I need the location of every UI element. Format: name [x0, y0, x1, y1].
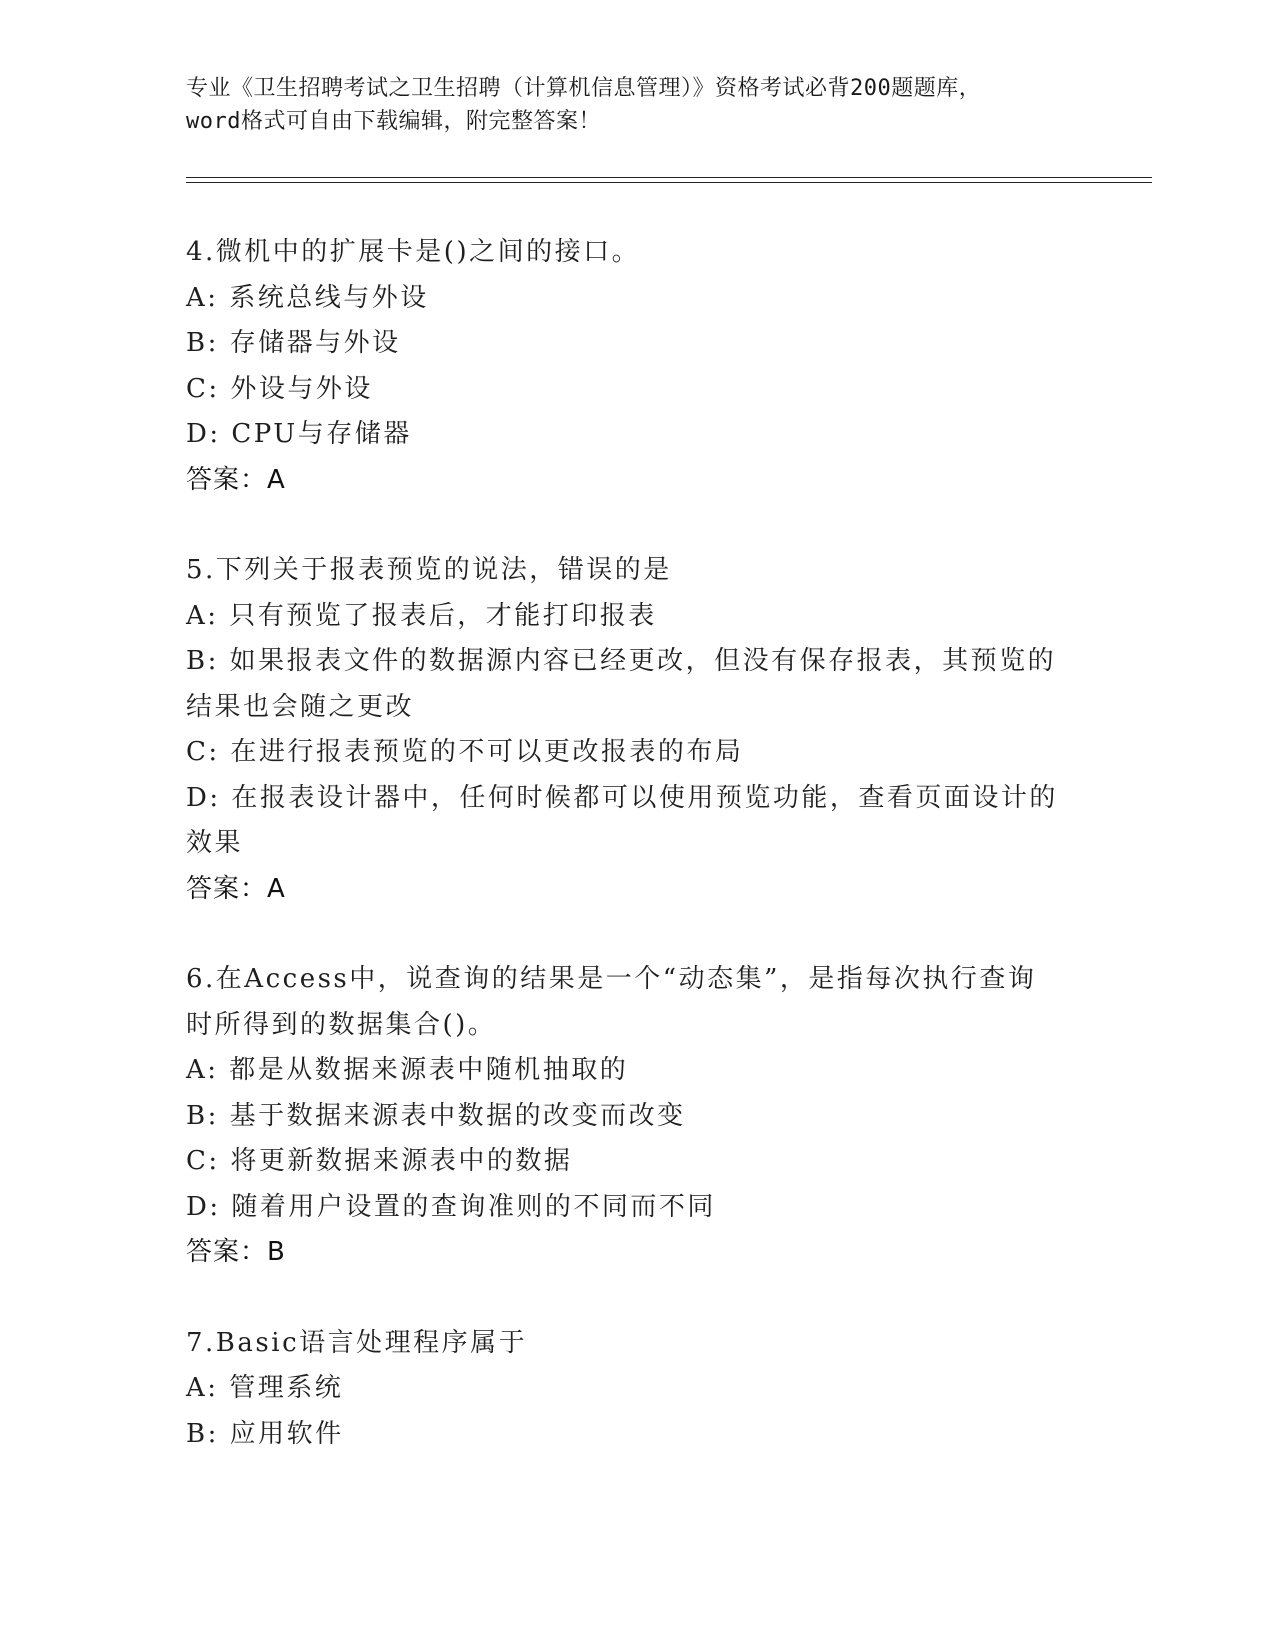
answer-key: 答案：B: [186, 1237, 286, 1267]
answer-option: A: 系统总线与外设: [186, 282, 429, 313]
answer-option: C: 外设与外设: [186, 373, 373, 404]
question-block: [186, 230, 1086, 503]
answer-option: B: 存储器与外设: [186, 328, 401, 358]
answer-option: D: CPU与存储器: [186, 419, 412, 449]
answer-option: C: 将更新数据来源表中的数据: [186, 1146, 573, 1176]
answer-option: B: 如果报表文件的数据源内容已经更改，但没有保存报表，其预览的: [186, 646, 1057, 676]
question-block: [186, 548, 1086, 912]
question-block: [186, 1321, 1086, 1458]
answer-option: C: 在进行报表预览的不可以更改报表的布局: [186, 737, 744, 767]
answer-key: 答案：A: [186, 464, 286, 495]
question-list: [186, 230, 1086, 1457]
question-stem: 4.微机中的扩展卡是()之间的接口。: [186, 237, 641, 267]
header-divider-bottom: [186, 182, 1152, 183]
answer-option: A: 只有预览了报表后，才能打印报表: [186, 600, 657, 631]
header-divider-top: [186, 177, 1152, 178]
answer-option: D: 在报表设计器中，任何时候都可以使用预览功能，查看页面设计的: [186, 782, 1058, 813]
header-line-1: 专业《卫生招聘考试之卫生招聘（计算机信息管理）》资格考试必背200题题库，: [186, 76, 982, 101]
answer-option: B: 基于数据来源表中数据的改变而改变: [186, 1100, 686, 1131]
document-header: [186, 72, 1066, 138]
header-line-2: word格式可自由下载编辑，附完整答案！: [186, 109, 601, 134]
question-stem: 7.Basic语言处理程序属于: [186, 1327, 528, 1358]
answer-option: D: 随着用户设置的查询准则的不同而不同: [186, 1191, 716, 1222]
question-stem: 6.在Access中，说查询的结果是一个“动态集”，是指每次执行查询: [186, 964, 1037, 994]
answer-option: 效果: [186, 828, 244, 858]
answer-option: A: 管理系统: [186, 1373, 344, 1403]
answer-option: 结果也会随之更改: [186, 691, 415, 722]
question-stem: 时所得到的数据集合()。: [186, 1009, 497, 1040]
answer-option: A: 都是从数据来源表中随机抽取的: [186, 1055, 629, 1085]
question-stem: 5.下列关于报表预览的说法，错误的是: [186, 555, 672, 585]
answer-key: 答案：A: [186, 873, 286, 904]
question-block: [186, 957, 1086, 1276]
answer-option: B: 应用软件: [186, 1418, 344, 1449]
